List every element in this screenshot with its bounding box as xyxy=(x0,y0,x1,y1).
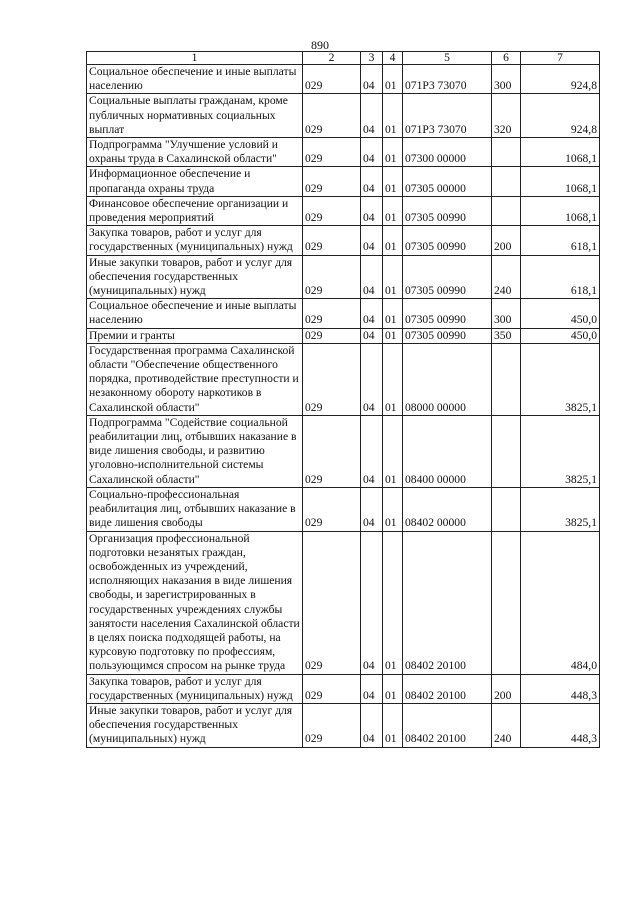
row-sum-cell: 448,3 xyxy=(521,674,600,703)
page-number: 890 xyxy=(311,38,329,52)
row-rz-cell: 04 xyxy=(361,487,383,531)
row-rz-cell: 04 xyxy=(361,299,383,328)
row-pr-cell: 01 xyxy=(383,94,403,138)
budget-table xyxy=(86,51,600,748)
row-gr-cell: 029 xyxy=(303,487,361,531)
header-cell-sum: 7 xyxy=(521,52,600,65)
row-vr-cell xyxy=(492,415,521,487)
row-name-cell xyxy=(87,674,303,703)
row-sum-cell: 484,0 xyxy=(521,531,600,674)
row-name-cell xyxy=(87,196,303,225)
row-pr-cell: 01 xyxy=(383,674,403,703)
row-vr-cell: 200 xyxy=(492,226,521,255)
row-rz-cell: 04 xyxy=(361,674,383,703)
row-vr-cell: 350 xyxy=(492,328,521,343)
row-pr-cell: 01 xyxy=(383,255,403,299)
row-gr-cell: 029 xyxy=(303,703,361,747)
row-vr-cell: 300 xyxy=(492,65,521,94)
table-row xyxy=(87,196,600,225)
table-row xyxy=(87,674,600,703)
row-name-text: Социальные выплаты гражданам, кроме публичных нормативных социальных выплат xyxy=(89,94,288,136)
row-name-text: Закупка товаров, работ и услуг для государственных (муниципальных) нужд xyxy=(89,226,293,254)
row-gr-cell: 029 xyxy=(303,328,361,343)
row-pr-cell: 01 xyxy=(383,167,403,196)
row-pr-cell: 01 xyxy=(383,196,403,225)
row-gr-cell: 029 xyxy=(303,674,361,703)
table-row xyxy=(87,328,600,343)
row-rz-cell: 04 xyxy=(361,343,383,415)
row-name-text: Подпрограмма "Улучшение условий и охраны труда в Сахалинской области" xyxy=(89,138,278,166)
row-csr-cell: 07305 00990 xyxy=(403,226,492,255)
table-row xyxy=(87,343,600,415)
header-cell-vr: 6 xyxy=(492,52,521,65)
row-pr-cell: 01 xyxy=(383,415,403,487)
row-gr-cell: 029 xyxy=(303,167,361,196)
row-name-cell xyxy=(87,703,303,747)
row-gr-cell: 029 xyxy=(303,531,361,674)
row-sum-cell: 1068,1 xyxy=(521,138,600,167)
row-rz-cell: 04 xyxy=(361,167,383,196)
row-name-text: Закупка товаров, работ и услуг для государственных (муниципальных) нужд xyxy=(89,674,293,702)
row-name-cell xyxy=(87,65,303,94)
row-gr-cell: 029 xyxy=(303,138,361,167)
row-csr-cell: 07305 00000 xyxy=(403,167,492,196)
row-pr-cell: 01 xyxy=(383,487,403,531)
row-sum-cell: 3825,1 xyxy=(521,415,600,487)
row-rz-cell: 04 xyxy=(361,415,383,487)
row-gr-cell: 029 xyxy=(303,196,361,225)
row-csr-cell: 08402 20100 xyxy=(403,703,492,747)
row-csr-cell: 071Р3 73070 xyxy=(403,65,492,94)
table-row xyxy=(87,94,600,138)
row-gr-cell: 029 xyxy=(303,94,361,138)
row-gr-cell: 029 xyxy=(303,415,361,487)
table-row xyxy=(87,487,600,531)
row-csr-cell: 07305 00990 xyxy=(403,255,492,299)
row-csr-cell: 07300 00000 xyxy=(403,138,492,167)
header-cell-gr: 2 xyxy=(303,52,361,65)
row-sum-cell: 924,8 xyxy=(521,65,600,94)
row-name-cell xyxy=(87,328,303,343)
header-cell-name: 1 xyxy=(87,52,303,65)
row-vr-cell: 320 xyxy=(492,94,521,138)
row-pr-cell: 01 xyxy=(383,531,403,674)
row-rz-cell: 04 xyxy=(361,94,383,138)
row-sum-cell: 1068,1 xyxy=(521,196,600,225)
row-rz-cell: 04 xyxy=(361,255,383,299)
row-sum-cell: 618,1 xyxy=(521,226,600,255)
row-name-text: Подпрограмма "Содействие социальной реабилитации лиц, отбывших наказание в виде лишения свободы, и развитию уголовно-исполнительной системы Сахалинской области" xyxy=(89,415,297,486)
row-name-cell xyxy=(87,138,303,167)
row-sum-cell: 3825,1 xyxy=(521,343,600,415)
row-rz-cell: 04 xyxy=(361,328,383,343)
row-sum-cell: 618,1 xyxy=(521,255,600,299)
row-name-cell xyxy=(87,299,303,328)
row-sum-cell: 450,0 xyxy=(521,328,600,343)
row-name-cell xyxy=(87,343,303,415)
row-rz-cell: 04 xyxy=(361,531,383,674)
row-rz-cell: 04 xyxy=(361,138,383,167)
table-row xyxy=(87,226,600,255)
row-name-text: Иные закупки товаров, работ и услуг для обеспечения государственных (муниципальных) нужд xyxy=(89,703,293,746)
row-vr-cell xyxy=(492,531,521,674)
row-name-text: Премии и гранты xyxy=(89,328,175,342)
row-name-text: Информационное обеспечение и пропаганда охраны труда xyxy=(89,167,251,195)
row-pr-cell: 01 xyxy=(383,328,403,343)
row-sum-cell: 1068,1 xyxy=(521,167,600,196)
table-row xyxy=(87,255,600,299)
table-row xyxy=(87,415,600,487)
row-name-cell xyxy=(87,94,303,138)
header-cell-csr: 5 xyxy=(403,52,492,65)
row-pr-cell: 01 xyxy=(383,226,403,255)
row-rz-cell: 04 xyxy=(361,196,383,225)
row-sum-cell: 3825,1 xyxy=(521,487,600,531)
row-csr-cell: 07305 00990 xyxy=(403,328,492,343)
row-csr-cell: 071Р3 73070 xyxy=(403,94,492,138)
row-pr-cell: 01 xyxy=(383,138,403,167)
row-vr-cell xyxy=(492,487,521,531)
row-vr-cell: 200 xyxy=(492,674,521,703)
row-name-text: Социально-профессиональная реабилитация лиц, отбывших наказание в виде лишения свободы xyxy=(89,487,296,530)
row-vr-cell: 240 xyxy=(492,255,521,299)
row-name-text: Финансовое обеспечение организации и проведения мероприятий xyxy=(89,196,289,225)
row-sum-cell: 450,0 xyxy=(521,299,600,328)
row-csr-cell: 08402 20100 xyxy=(403,674,492,703)
row-csr-cell: 08000 00000 xyxy=(403,343,492,415)
row-pr-cell: 01 xyxy=(383,343,403,415)
row-name-text: Государственная программа Сахалинской области "Обеспечение общественного порядка, противодействие преступности и незаконному обороту наркотиков в Сахалинской области" xyxy=(89,343,299,414)
row-csr-cell: 07305 00990 xyxy=(403,196,492,225)
row-vr-cell xyxy=(492,167,521,196)
row-gr-cell: 029 xyxy=(303,226,361,255)
row-gr-cell: 029 xyxy=(303,343,361,415)
row-name-text: Организация профессиональной подготовки незанятых граждан, освобожденных из учреждений, исполняющих наказания в виде лишения свободы, и зарегистрированных в государственных учреждениях службы занятости населения Сахалинской области в целях поиска подходящей работы, на курсовую подготовку по профессиям, пользующимся спросом на рынке труда xyxy=(89,531,300,673)
row-name-cell xyxy=(87,415,303,487)
row-pr-cell: 01 xyxy=(383,299,403,328)
table-row xyxy=(87,65,600,94)
row-vr-cell xyxy=(492,196,521,225)
table-row xyxy=(87,167,600,196)
row-rz-cell: 04 xyxy=(361,65,383,94)
row-vr-cell: 300 xyxy=(492,299,521,328)
row-rz-cell: 04 xyxy=(361,703,383,747)
table-row xyxy=(87,138,600,167)
row-name-text: Социальное обеспечение и иные выплаты населению xyxy=(89,299,297,327)
row-sum-cell: 448,3 xyxy=(521,703,600,747)
row-name-cell xyxy=(87,255,303,299)
header-cell-rz: 3 xyxy=(361,52,383,65)
table-row xyxy=(87,299,600,328)
row-name-cell xyxy=(87,226,303,255)
row-csr-cell: 08402 00000 xyxy=(403,487,492,531)
row-vr-cell xyxy=(492,343,521,415)
row-name-cell xyxy=(87,487,303,531)
row-vr-cell: 240 xyxy=(492,703,521,747)
row-csr-cell: 07305 00990 xyxy=(403,299,492,328)
row-rz-cell: 04 xyxy=(361,226,383,255)
row-gr-cell: 029 xyxy=(303,65,361,94)
header-cell-pr: 4 xyxy=(383,52,403,65)
row-name-text: Социальное обеспечение и иные выплаты населению xyxy=(89,65,297,93)
row-name-cell xyxy=(87,167,303,196)
header-row xyxy=(87,52,600,65)
row-gr-cell: 029 xyxy=(303,255,361,299)
row-csr-cell: 08400 00000 xyxy=(403,415,492,487)
row-sum-cell: 924,8 xyxy=(521,94,600,138)
table-row xyxy=(87,531,600,674)
row-csr-cell: 08402 20100 xyxy=(403,531,492,674)
row-name-text: Иные закупки товаров, работ и услуг для обеспечения государственных (муниципальных) нужд xyxy=(89,255,293,298)
row-name-cell xyxy=(87,531,303,674)
row-pr-cell: 01 xyxy=(383,65,403,94)
row-vr-cell xyxy=(492,138,521,167)
table-row xyxy=(87,703,600,747)
row-gr-cell: 029 xyxy=(303,299,361,328)
row-pr-cell: 01 xyxy=(383,703,403,747)
